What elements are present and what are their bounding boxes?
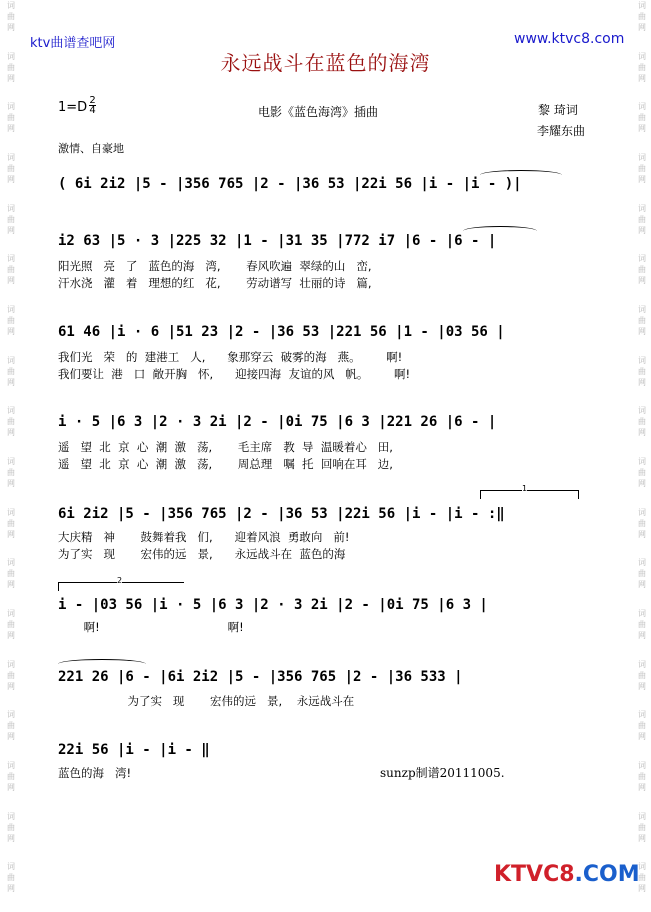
watermark-char: 曲 xyxy=(638,772,646,782)
watermark-char: 网 xyxy=(638,479,646,489)
lyrics-row-6: 啊! 啊! xyxy=(58,620,244,634)
watermark-char: 网 xyxy=(638,631,646,641)
score-row-1: ( 6i 2i2 |5 - |356 765 |2 - |36 53 |22i 56 |i - |i - )| xyxy=(58,176,522,192)
watermark-char: 网 xyxy=(638,580,646,590)
volta-2-number: 2 xyxy=(117,576,123,585)
watermark-char: 网 xyxy=(638,225,646,235)
watermark-char: 曲 xyxy=(638,164,646,174)
watermark-char: 曲 xyxy=(7,721,15,731)
watermark-char: 曲 xyxy=(7,214,15,224)
logo-part2: COM xyxy=(582,862,640,887)
watermark-char: 曲 xyxy=(7,316,15,326)
lyrics-row-5-verse-1: 大庆精 神 鼓舞着我 们, 迎着风浪 勇敢向 前! xyxy=(58,530,350,544)
score-row-6: i - |03 56 |i · 5 |6 3 |2 · 3 2i |2 - |0i 75 |6 3 | xyxy=(58,597,488,613)
lyrics-row-4-verse-1: 遥 望 北 京 心 潮 激 荡, 毛主席 教 导 温暖着心 田, xyxy=(58,440,393,454)
watermark-char: 词 xyxy=(7,355,15,365)
score-row-5: 6i 2i2 |5 - |356 765 |2 - |36 53 |22i 56 |i - |i - :‖ xyxy=(58,506,505,522)
watermark-char: 词 xyxy=(7,203,15,213)
watermark-char: 词 xyxy=(638,761,646,771)
volta-1-number: 1 xyxy=(522,484,528,493)
watermark-char: 词 xyxy=(7,659,15,669)
watermark-char: 曲 xyxy=(7,62,15,72)
watermark-char: 网 xyxy=(638,73,646,83)
watermark-char: 曲 xyxy=(7,366,15,376)
lyrics-row-8: 蓝色的海 湾! xyxy=(58,766,132,780)
watermark-char: 词 xyxy=(7,507,15,517)
watermark-char: 词 xyxy=(7,153,15,163)
watermark-char: 词 xyxy=(638,254,646,264)
watermark-char: 网 xyxy=(638,23,646,32)
watermark-char: 曲 xyxy=(7,265,15,275)
watermark-char: 词 xyxy=(638,609,646,619)
watermark-char: 网 xyxy=(7,73,15,83)
score-row-8: 22i 56 |i - |i - ‖ xyxy=(58,742,210,758)
watermark-char: 词 xyxy=(638,457,646,467)
watermark-char: 曲 xyxy=(7,468,15,478)
watermark-char: 网 xyxy=(7,479,15,489)
watermark-char: 网 xyxy=(638,884,646,894)
key-signature: 1=D xyxy=(58,100,88,115)
watermark-char: 曲 xyxy=(638,721,646,731)
watermark-char: 曲 xyxy=(638,518,646,528)
watermark-char: 词 xyxy=(7,406,15,416)
watermark-char: 词 xyxy=(638,51,646,61)
watermark-left xyxy=(2,0,20,912)
watermark-char: 网 xyxy=(7,732,15,742)
watermark-char: 词 xyxy=(638,305,646,315)
watermark-char: 网 xyxy=(638,175,646,185)
watermark-char: 曲 xyxy=(7,518,15,528)
watermark-char: 词 xyxy=(7,1,15,10)
watermark-char: 词 xyxy=(638,153,646,163)
watermark-char: 曲 xyxy=(7,873,15,883)
watermark-char: 曲 xyxy=(638,214,646,224)
watermark-char: 网 xyxy=(7,681,15,691)
site-logo xyxy=(494,862,640,887)
watermark-char: 词 xyxy=(638,811,646,821)
watermark-char: 曲 xyxy=(638,468,646,478)
watermark-char: 词 xyxy=(7,609,15,619)
watermark-char: 曲 xyxy=(7,113,15,123)
lyrics-row-7: 为了实 现 宏伟的远 景, 永远战斗在 xyxy=(58,694,355,708)
score-row-7: 221 26 |6 - |6i 2i2 |5 - |356 765 |2 - |36 533 | xyxy=(58,669,463,685)
lyrics-row-2-verse-2: 汗水浇 灌 着 理想的红 花, 劳动谱写 壮丽的诗 篇, xyxy=(58,276,372,290)
transcriber-signature: sunzp制谱20111005. xyxy=(380,766,505,780)
watermark-char: 网 xyxy=(638,681,646,691)
lyrics-row-5-verse-2: 为了实 现 宏伟的远 景, 永远战斗在 蓝色的海 xyxy=(58,547,346,561)
watermark-char: 曲 xyxy=(638,366,646,376)
watermark-char: 曲 xyxy=(638,12,646,21)
watermark-char: 网 xyxy=(638,833,646,843)
watermark-char: 网 xyxy=(638,124,646,134)
watermark-char: 曲 xyxy=(7,670,15,680)
song-title: 永远战斗在蓝色的海湾 xyxy=(220,51,431,75)
tempo-marking: 激情、自豪地 xyxy=(58,142,124,155)
watermark-char: 网 xyxy=(7,377,15,387)
watermark-char: 曲 xyxy=(638,316,646,326)
watermark-char: 曲 xyxy=(638,569,646,579)
watermark-char: 词 xyxy=(638,862,646,872)
watermark-char: 网 xyxy=(638,327,646,337)
composer: 李耀东曲 xyxy=(537,124,586,138)
watermark-char: 网 xyxy=(638,377,646,387)
score-row-3: 61 46 |i · 6 |51 23 |2 - |36 53 |221 56 |1 - |03 56 | xyxy=(58,324,505,340)
score-row-4: i · 5 |6 3 |2 · 3 2i |2 - |0i 75 |6 3 |221 26 |6 - | xyxy=(58,414,497,430)
watermark-char: 网 xyxy=(7,23,15,32)
watermark-char: 词 xyxy=(7,51,15,61)
watermark-char: 词 xyxy=(638,1,646,10)
watermark-char: 曲 xyxy=(7,772,15,782)
watermark-char: 曲 xyxy=(638,873,646,883)
watermark-char: 词 xyxy=(638,710,646,720)
watermark-char: 曲 xyxy=(638,822,646,832)
subtitle: 电影《蓝色海湾》插曲 xyxy=(258,105,379,119)
time-signature-bottom: 4 xyxy=(89,105,96,116)
watermark-char: 网 xyxy=(638,428,646,438)
watermark-char: 曲 xyxy=(7,620,15,630)
watermark-char: 网 xyxy=(7,631,15,641)
lyricist: 黎 琦词 xyxy=(538,103,578,117)
tie-arc xyxy=(58,659,146,669)
watermark-char: 曲 xyxy=(638,265,646,275)
watermark-char: 词 xyxy=(7,305,15,315)
watermark-char: 词 xyxy=(638,355,646,365)
watermark-char: 词 xyxy=(7,102,15,112)
watermark-char: 网 xyxy=(638,529,646,539)
slur-arc xyxy=(463,226,537,236)
watermark-char: 曲 xyxy=(7,12,15,21)
watermark-char: 词 xyxy=(638,558,646,568)
site-name-left: ktv曲谱查吧网 xyxy=(30,36,116,51)
watermark-char: 网 xyxy=(7,580,15,590)
watermark-char: 网 xyxy=(7,428,15,438)
logo-dot: . xyxy=(574,862,583,887)
time-signature-top: 2 xyxy=(89,95,96,106)
watermark-char: 曲 xyxy=(7,417,15,427)
watermark-char: 网 xyxy=(638,276,646,286)
watermark-char: 网 xyxy=(7,783,15,793)
watermark-char: 网 xyxy=(7,124,15,134)
watermark-char: 曲 xyxy=(638,62,646,72)
watermark-right xyxy=(633,0,651,912)
watermark-char: 曲 xyxy=(638,113,646,123)
watermark-char: 词 xyxy=(638,102,646,112)
watermark-char: 曲 xyxy=(638,417,646,427)
watermark-char: 网 xyxy=(7,833,15,843)
watermark-char: 曲 xyxy=(7,822,15,832)
watermark-char: 网 xyxy=(7,884,15,894)
watermark-char: 曲 xyxy=(638,620,646,630)
watermark-char: 曲 xyxy=(638,670,646,680)
lyrics-row-2-verse-1: 阳光照 亮 了 蓝色的海 湾, 春风吹遍 翠绿的山 峦, xyxy=(58,259,372,273)
lyrics-row-4-verse-2: 遥 望 北 京 心 潮 激 荡, 周总理 嘱 托 回响在耳 边, xyxy=(58,457,393,471)
watermark-char: 网 xyxy=(7,276,15,286)
lyrics-row-3-verse-2: 我们要让 港 口 敞开胸 怀, 迎接四海 友谊的风 帆。 啊! xyxy=(58,367,411,381)
watermark-char: 网 xyxy=(7,175,15,185)
volta-1-bracket xyxy=(480,490,579,499)
watermark-char: 词 xyxy=(7,254,15,264)
watermark-char: 词 xyxy=(7,761,15,771)
watermark-char: 词 xyxy=(7,862,15,872)
watermark-char: 词 xyxy=(7,558,15,568)
slur-arc xyxy=(480,170,562,180)
watermark-char: 词 xyxy=(7,811,15,821)
watermark-char: 词 xyxy=(638,659,646,669)
watermark-char: 词 xyxy=(7,710,15,720)
lyrics-row-3-verse-1: 我们光 荣 的 建港工 人, 象那穿云 破雾的海 燕。 啊! xyxy=(58,350,403,364)
watermark-char: 网 xyxy=(7,529,15,539)
score-row-2: i2 63 |5 · 3 |225 32 |1 - |31 35 |772 i7 |6 - |6 - | xyxy=(58,233,497,249)
watermark-char: 网 xyxy=(7,327,15,337)
watermark-char: 网 xyxy=(638,732,646,742)
watermark-char: 网 xyxy=(638,783,646,793)
watermark-char: 词 xyxy=(638,406,646,416)
watermark-char: 曲 xyxy=(7,569,15,579)
logo-part1: KTVC8 xyxy=(494,862,575,887)
watermark-char: 词 xyxy=(638,203,646,213)
site-url-right: www.ktvc8.com xyxy=(514,31,625,47)
watermark-char: 网 xyxy=(7,225,15,235)
time-signature xyxy=(89,96,96,115)
watermark-char: 词 xyxy=(7,457,15,467)
watermark-char: 曲 xyxy=(7,164,15,174)
watermark-char: 词 xyxy=(638,507,646,517)
